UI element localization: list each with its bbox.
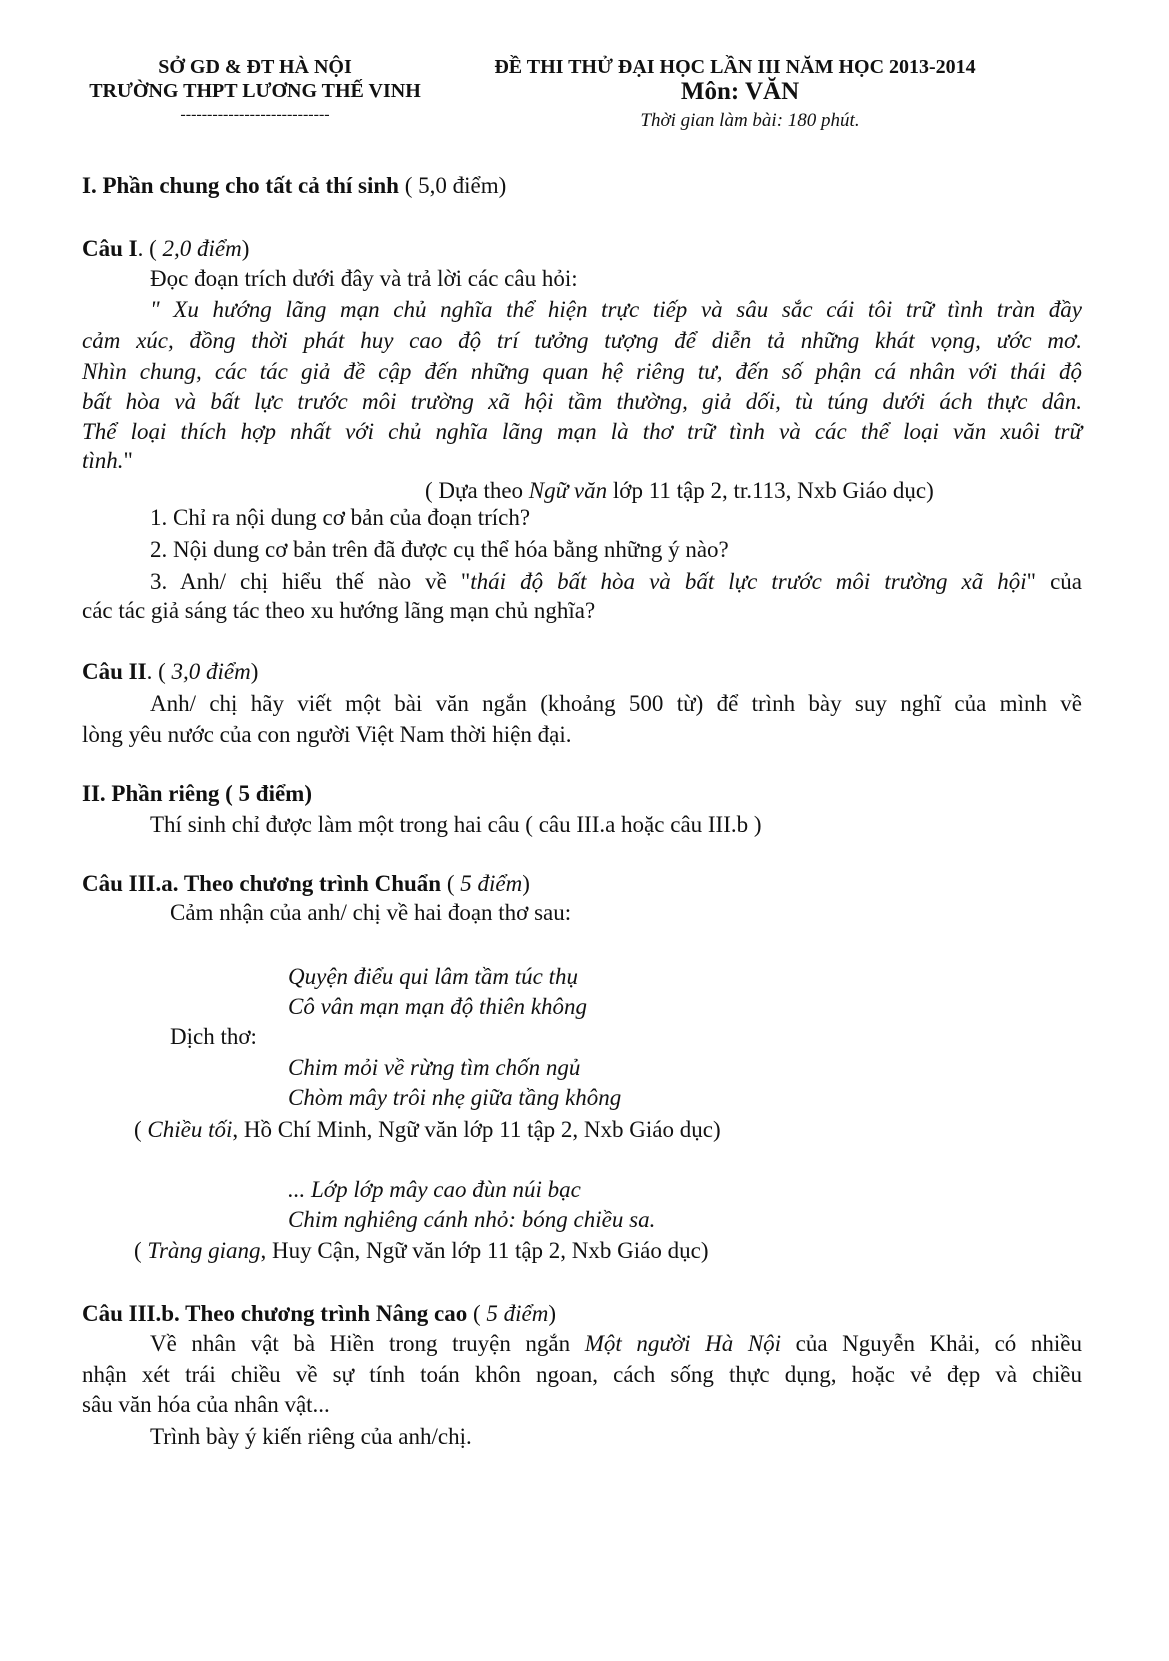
text-line bbox=[150, 536, 729, 564]
text-line bbox=[82, 447, 133, 475]
italic-text: Ngữ văn bbox=[528, 478, 608, 503]
text-segment: Về nhân vật bà Hiền trong truyện ngắn bbox=[150, 1331, 585, 1356]
italic-text: cảm xúc, đồng thời phát huy cao độ trí tưởng tượng để diễn tả những khát vọng, ước mơ. bbox=[82, 328, 1082, 353]
heading-text: Câu II bbox=[82, 659, 147, 684]
italic-text: Chim nghiêng cánh nhỏ: bóng chiều sa. bbox=[288, 1207, 656, 1232]
text-segment: 3. Anh/ chị hiểu thế nào về " bbox=[150, 569, 471, 594]
text-segment: , Hồ Chí Minh, Ngữ văn lớp 11 tập 2, Nxb Giáo dục) bbox=[232, 1117, 721, 1142]
italic-text: 3,0 điểm bbox=[171, 659, 251, 684]
text-line bbox=[134, 1116, 721, 1144]
text-line bbox=[82, 721, 571, 749]
italic-text: 5 điểm bbox=[460, 871, 523, 896]
text-segment: " của bbox=[1026, 569, 1082, 594]
text-line bbox=[288, 1054, 580, 1082]
italic-text: Quyện điểu qui lâm tầm túc thụ bbox=[288, 964, 579, 989]
text-line bbox=[82, 1300, 556, 1328]
text-segment: Dịch thơ: bbox=[170, 1024, 257, 1049]
text-line bbox=[82, 780, 312, 808]
text-segment: ) bbox=[548, 1301, 557, 1326]
text-line bbox=[82, 172, 506, 200]
italic-text: 2,0 điểm bbox=[162, 236, 242, 261]
italic-text: bất hòa và bất lực trước môi trường xã hội tầm thường, giả dối, tù túng dưới ách thực dân. bbox=[82, 389, 1082, 414]
text-line bbox=[150, 568, 1082, 596]
text-segment: 1. Chỉ ra nội dung cơ bản của đoạn trích? bbox=[150, 505, 531, 530]
text-segment: Đọc đoạn trích dưới đây và trả lời các câu hỏi: bbox=[150, 266, 578, 291]
school-name: TRƯỜNG THPT LƯƠNG THẾ VINH bbox=[89, 80, 421, 102]
italic-text: Nhìn chung, các tác giả đề cập đến những quan hệ riêng tư, đến số phận cá nhân với thái độ bbox=[82, 359, 1082, 384]
header-divider: ---------------------------- bbox=[180, 106, 330, 123]
text-segment: 2. Nội dung cơ bản trên đã được cụ thể hóa bằng những ý nào? bbox=[150, 537, 729, 562]
italic-text: " Xu hướng lãng mạn chủ nghĩa thể hiện trực tiếp và sâu sắc cái tôi trữ tình tràn đầy bbox=[150, 297, 1082, 322]
text-segment: ) bbox=[522, 871, 530, 896]
text-line bbox=[425, 477, 934, 505]
exam-title: ĐỀ THI THỬ ĐẠI HỌC LẦN III NĂM HỌC 2013-2014 bbox=[494, 56, 976, 78]
text-segment: . ( bbox=[146, 659, 172, 684]
italic-text: Một người Hà Nội bbox=[584, 1331, 782, 1356]
italic-text: Chiều tối bbox=[147, 1117, 233, 1142]
text-line bbox=[82, 658, 258, 686]
italic-text: Chòm mây trôi nhẹ giữa tầng không bbox=[288, 1085, 622, 1110]
exam-subject: Môn: VĂN bbox=[680, 78, 800, 105]
text-segment: . ( bbox=[137, 236, 163, 261]
exam-time: Thời gian làm bài: 180 phút. bbox=[640, 110, 860, 131]
text-line bbox=[170, 1023, 257, 1051]
text-line bbox=[150, 1330, 1082, 1358]
text-segment: ( bbox=[134, 1238, 148, 1263]
italic-text: ... Lớp lớp mây cao đùn núi bạc bbox=[288, 1177, 581, 1202]
text-line bbox=[150, 265, 578, 293]
italic-text: Chim mỏi về rừng tìm chốn ngủ bbox=[288, 1055, 581, 1080]
italic-text: thái độ bất hòa và bất lực trước môi trường xã hội bbox=[470, 569, 1027, 594]
heading-text: Câu I bbox=[82, 236, 138, 261]
text-line bbox=[82, 235, 249, 263]
italic-text: Cô vân mạn mạn độ thiên không bbox=[288, 994, 587, 1019]
text-line bbox=[288, 963, 578, 991]
text-line bbox=[170, 899, 571, 927]
text-line bbox=[150, 690, 1082, 718]
text-segment: lòng yêu nước của con người Việt Nam thời hiện đại. bbox=[82, 722, 572, 747]
text-segment: Thí sinh chỉ được làm một trong hai câu ( câu III.a hoặc câu III.b ) bbox=[150, 812, 762, 837]
text-line bbox=[288, 1206, 655, 1234]
text-line bbox=[288, 993, 587, 1021]
text-segment: Anh/ chị hãy viết một bài văn ngắn (khoảng 500 từ) để trình bày suy nghĩ của mình về bbox=[150, 691, 1082, 716]
text-line bbox=[288, 1176, 581, 1204]
text-segment: " bbox=[123, 448, 133, 473]
text-line bbox=[82, 870, 530, 898]
italic-text: Thể loại thích hợp nhất với chủ nghĩa lãng mạn là thơ trữ tình và các thể loại văn xuôi trữ bbox=[82, 419, 1082, 444]
heading-text: II. Phần riêng ( 5 điểm) bbox=[82, 781, 312, 806]
text-segment: ( 5,0 điểm) bbox=[398, 173, 507, 198]
italic-text: tình. bbox=[82, 448, 124, 473]
text-segment: ( bbox=[134, 1117, 148, 1142]
text-segment: sâu văn hóa của nhân vật... bbox=[82, 1392, 330, 1417]
text-line bbox=[150, 296, 1082, 324]
text-segment: nhận xét trái chiều về sự tính toán khôn ngoan, cách sống thực dụng, hoặc vẻ đẹp và chiều bbox=[82, 1362, 1082, 1387]
text-line bbox=[150, 1423, 472, 1451]
text-line bbox=[82, 358, 1082, 386]
italic-text: 5 điểm bbox=[486, 1301, 549, 1326]
text-line bbox=[82, 388, 1082, 416]
text-segment: lớp 11 tập 2, tr.113, Nxb Giáo dục) bbox=[607, 478, 934, 503]
text-segment: ) bbox=[241, 236, 250, 261]
text-line bbox=[82, 597, 595, 625]
text-segment: các tác giả sáng tác theo xu hướng lãng mạn chủ nghĩa? bbox=[82, 598, 596, 623]
text-segment: của Nguyễn Khải, có nhiều bbox=[781, 1331, 1082, 1356]
text-line bbox=[150, 504, 530, 532]
heading-text: I. Phần chung cho tất cả thí sinh bbox=[82, 173, 399, 198]
text-segment: ) bbox=[250, 659, 259, 684]
italic-text: Tràng giang bbox=[147, 1238, 261, 1263]
text-segment: Cảm nhận của anh/ chị về hai đoạn thơ sau: bbox=[170, 900, 572, 925]
heading-text: Câu III.b. Theo chương trình Nâng cao bbox=[82, 1301, 468, 1326]
text-segment: Trình bày ý kiến riêng của anh/chị. bbox=[150, 1424, 472, 1449]
text-line bbox=[82, 1361, 1082, 1389]
text-line bbox=[82, 1391, 330, 1419]
text-segment: ( bbox=[467, 1301, 487, 1326]
text-segment: ( bbox=[441, 871, 461, 896]
department-name: SỞ GD & ĐT HÀ NỘI bbox=[158, 56, 352, 78]
text-line bbox=[82, 418, 1082, 446]
text-line bbox=[82, 327, 1082, 355]
text-line bbox=[288, 1084, 621, 1112]
text-line bbox=[150, 811, 762, 839]
text-line bbox=[134, 1237, 708, 1265]
text-segment: ( Dựa theo bbox=[425, 478, 529, 503]
heading-text: Câu III.a. Theo chương trình Chuẩn bbox=[82, 871, 442, 896]
text-segment: , Huy Cận, Ngữ văn lớp 11 tập 2, Nxb Giáo dục) bbox=[260, 1238, 709, 1263]
